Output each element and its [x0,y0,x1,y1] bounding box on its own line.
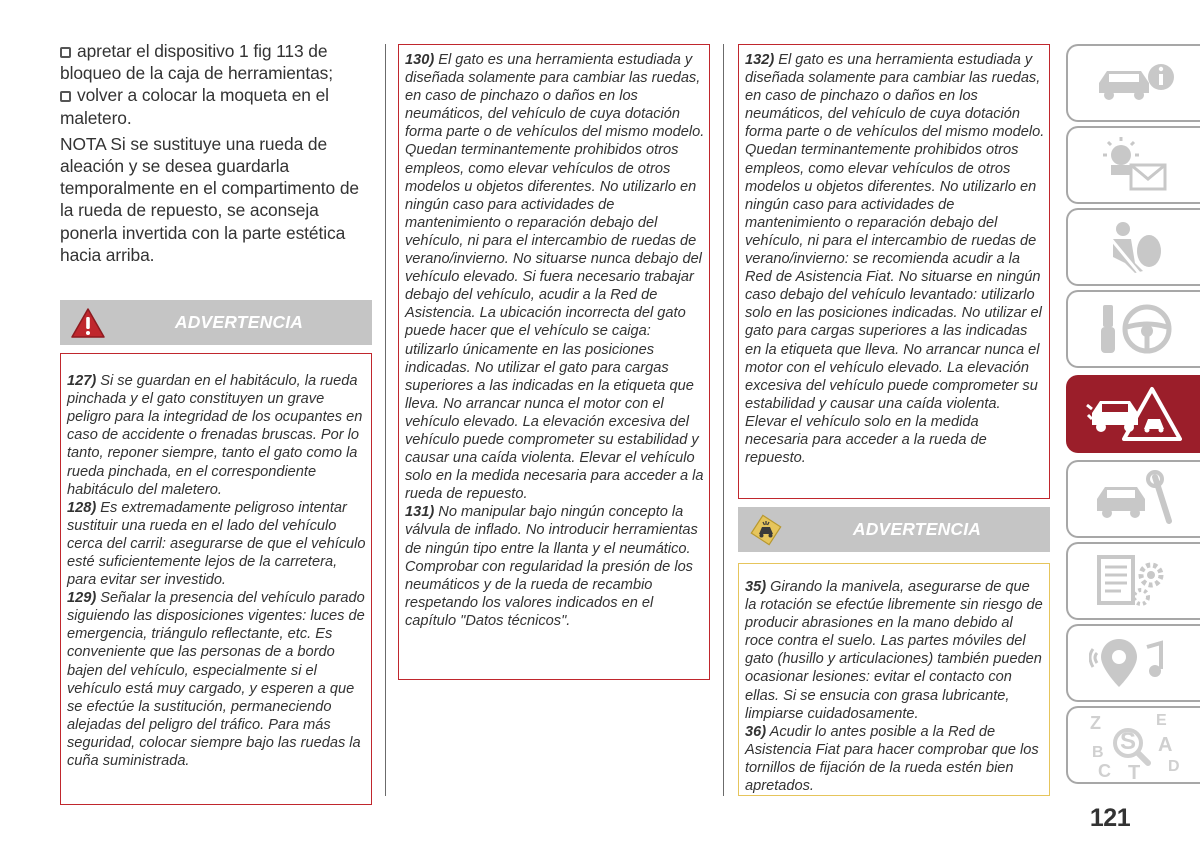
left-column [60,40,372,805]
warning-lights-icon [1089,135,1179,195]
index-letter: D [1168,758,1180,775]
warning-item: 128) Es extremadamente peligroso intentar sustituir una rueda en el lado del vehículo cerca del carril: asegurarse de que el vehículo esté suficientemente lejos de la carretera, para evitar ser investido. [67,499,366,589]
column-divider [385,44,386,796]
warning-box-right [738,44,1050,499]
index-letter: Z [1090,713,1101,733]
safety-airbag-icon [1089,217,1179,277]
index-letter: B [1092,744,1104,761]
intro-text [60,40,372,266]
right-column [738,44,1050,796]
car-info-icon [1089,55,1179,111]
warning-item: 130) El gato es una herramienta estudiada y diseñada solamente para cambiar las ruedas, en caso de pinchazo o daños en los neumáticos, del vehículo de cuya dotación forma parte o de vehículos del mismo modelo. Quedan terminantemente prohibidos otros empleos, como elevar vehículos de otros modelos u objetos diferentes. No utilizarlo en ningún caso para actividades de mantenimiento o reparación debajo del vehículo, ni para el intercambio de ruedas de verano/invierno. No situarse nunca debajo del vehículo elevado. Si fuera necesario trabajar debajo del vehículo, acudir a la Red de Asistencia. La ubicación incorrecta del gato puede hacer que el vehículo se caiga: utilizarlo únicamente en las posiciones indicadas. No utilizar el gato para cargas superiores a las indicadas en la etiqueta que lleva. No arrancar nunca el motor con el vehículo elevado. La elevación excesiva del vehículo puede comprometer su estabilidad y causar una caída violenta. Elevar el vehículo solo en la medida necesaria para acceder a la rueda de repuesto. [405,52,705,503]
tab-multimedia[interactable] [1066,624,1200,702]
page-number: 121 [1089,804,1131,832]
warning-item: 129) Señalar la presencia del vehículo parado siguiendo las disposiciones vigentes: luces de emergencia, triángulo reflectante, etc. Es conveniente que las personas de a bordo bajen del vehículo, especialmente si el vehículo está muy cargado, y esperen a que se efectúe la sustitución, permaneciendo alejadas del peligro del tráfico. Para más seguridad, colocar siempre bajo las ruedas la cuña suministrada. [67,590,365,769]
car-maintenance-wrench-icon [1089,469,1179,529]
bullet-item: apretar el dispositivo 1 fig 113 de bloqueo de la caja de herramientas; [60,41,334,84]
checkbox-bullet-icon [60,91,71,102]
warning-item: 36) Acudir lo antes posible a la Red de Asistencia Fiat para hacer comprobar que los tornillos de fijación de la rueda estén bien apretados. [745,723,1039,795]
bullet-item: volver a colocar la moqueta en el maletero. [60,85,329,128]
warning-header-right [738,507,1050,552]
warning-box-left [60,353,372,805]
tab-start-drive[interactable] [1066,290,1200,368]
index-letter: C [1098,761,1111,781]
tab-emergency[interactable] [1066,375,1200,453]
tab-safety[interactable] [1066,208,1200,286]
tab-index[interactable] [1066,706,1200,784]
middle-column [398,44,710,680]
key-steering-wheel-icon [1089,299,1179,359]
tab-technical-data[interactable] [1066,542,1200,620]
tab-car-info[interactable] [1066,44,1200,122]
tab-warning-lights[interactable] [1066,126,1200,204]
warning-item: 131) No manipular bajo ningún concepto la válvula de inflado. No introducir herramientas de ningún tipo entre la llanta y el neumático. Comprobar con regularidad la presión de los neumáticos y de la rueda de recambio respetando los valores indicados en el capítulo "Datos técnicos". [405,504,698,629]
warning-title: ADVERTENCIA [852,519,982,539]
warning-header-left [60,300,372,345]
warning-item: 35) Girando la manivela, asegurarse de que la rotación se efectúe libremente sin riesgo de producir abrasiones en la mano debido al roce contra el suelo. Las partes móviles del gato (husillo y articulaciones) también pueden ocasionar lesiones: evitar el contacto con ellas. Si se ensucia con grasa lubricante, limpiarse cuidadosamente. [745,579,1043,722]
index-letter: S [1120,728,1137,755]
technical-data-gear-icon [1089,551,1179,611]
checkbox-bullet-icon [60,47,71,58]
column-divider [723,44,724,796]
emergency-car-warning-icon [1086,383,1182,445]
index-letter: A [1158,734,1173,756]
note-paragraph: NOTA Si se sustituye una rueda de aleación y se desea guardarla temporalmente en el compartimento de la rueda de repuesto, se aconseja ponerla invertida con la parte estética hacia arriba. [60,133,359,265]
environment-warning-icon [738,507,794,552]
index-letter: T [1128,762,1141,781]
warning-box-middle [398,44,710,680]
warning-item: 127) Si se guardan en el habitáculo, la rueda pinchada y el gato constituyen un grave peligro para la integridad de los ocupantes en caso de accidente o frenadas bruscas. Por lo tanto, reponer siempre, tanto el gato como la rueda pinchada, en el correspondiente habitáculo del maletero. [67,373,363,498]
warning-item: 132) El gato es una herramienta estudiada y diseñada solamente para cambiar las ruedas, en caso de pinchazo o daños en los neumáticos, del vehículo de cuya dotación forma parte o de vehículos del mismo modelo. Quedan terminantemente prohibidos otros empleos, como elevar vehículos de otros modelos u objetos diferentes. No utilizarlo en ningún caso para actividades de mantenimiento o reparación debajo del vehículo, ni para el intercambio de ruedas de verano/invierno: se recomienda acudir a la Red de Asistencia Fiat. No situarse en ningún caso debajo del vehículo levantado: utilizarlo solo en las posiciones indicadas. No utilizar el gato para cargas superiores a las indicadas en la etiqueta que lleva. No arrancar nunca el motor con el vehículo elevado. La elevación excesiva del vehículo puede comprometer su estabilidad y causar una caída violenta. Elevar el vehículo solo en la medida necesaria para acceder a la rueda de repuesto. [745,52,1045,467]
multimedia-icon [1089,633,1179,693]
index-letter: E [1156,712,1167,729]
alphabetical-index-icon [1084,709,1184,781]
warning-title: ADVERTENCIA [174,312,304,333]
tab-maintenance[interactable] [1066,460,1200,538]
warning-box-yellow [738,563,1050,796]
warning-triangle-icon [60,300,116,345]
